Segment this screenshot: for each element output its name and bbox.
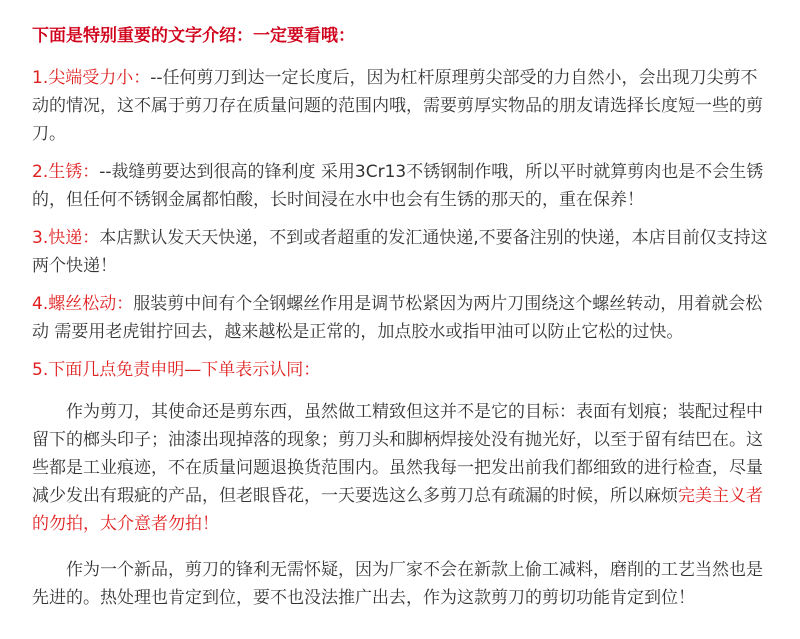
notice-item-title: 4.螺丝松动： [32,294,134,314]
notice-item-5 [32,356,774,384]
notice-item-title: 3.快递： [32,228,100,248]
notice-item-4 [32,290,774,346]
page-heading: 下面是特别重要的文字介绍：一定要看哦： [32,26,355,46]
notice-item-body: --任何剪刀到达一定长度后，因为杠杆原理剪尖部受的力自然小，会出现刀尖剪不动的情况，这不属于剪刀存在质量问题的范围内哦，需要剪厚实物品的朋友请选择长度短一些的剪刀。 [32,68,763,144]
disclaimer-paragraph-1 [32,398,774,538]
notice-item-title: 2.生锈： [32,162,100,182]
notice-item-2 [32,158,774,214]
disclaimer-text: 作为一个新品，剪刀的锋利无需怀疑，因为厂家不会在新款上偷工减料，磨削的工艺当然也是先进的。热处理也肯定到位，要不也没法推广出去，作为这款剪刀的剪切功能肯定到位！ [32,560,763,608]
disclaimer-warning: 完美主义者的勿拍，太介意者勿拍！ [32,486,763,534]
notice-item-body: 服装剪中间有个全钢螺丝作用是调节松紧因为两片刀围绕这个螺丝转动，用着就会松动 需要用老虎钳拧回去，越来越松是正常的，加点胶水或指甲油可以防止它松的过快。 [32,294,763,342]
notice-item-body: 本店默认发天天快递，不到或者超重的发汇通快递,不要备注别的快递，本店目前仅支持这两个快递！ [32,228,768,276]
disclaimer-text: 作为剪刀，其使命还是剪东西，虽然做工精致但这并不是它的目标：表面有划痕；装配过程中留下的榔头印子；油漆出现掉落的现象；剪刀头和脚柄焊接处没有抛光好，以至于留有结巴在。这些都是工业痕迹，不在质量问题退换货范围内。虽然我每一把发出前我们都细致的进行检查，尽量减少发出有瑕疵的产品，但老眼昏花，一天要选这么多剪刀总有疏漏的时候，所以麻烦 [32,402,763,506]
notice-item-title: 5.下面几点免责申明—下单表示认同： [32,360,321,380]
notice-item-3 [32,224,774,280]
notice-item-1 [32,64,774,148]
disclaimer-paragraph-2 [32,556,774,612]
notice-item-body: --裁缝剪要达到很高的锋利度 采用3Cr13不锈钢制作哦，所以平时就算剪肉也是不会生锈的，但任何不锈钢金属都怕酸，长时间浸在水中也会有生锈的那天的，重在保养！ [32,162,764,210]
notice-item-title: 1.尖端受力小： [32,68,151,88]
